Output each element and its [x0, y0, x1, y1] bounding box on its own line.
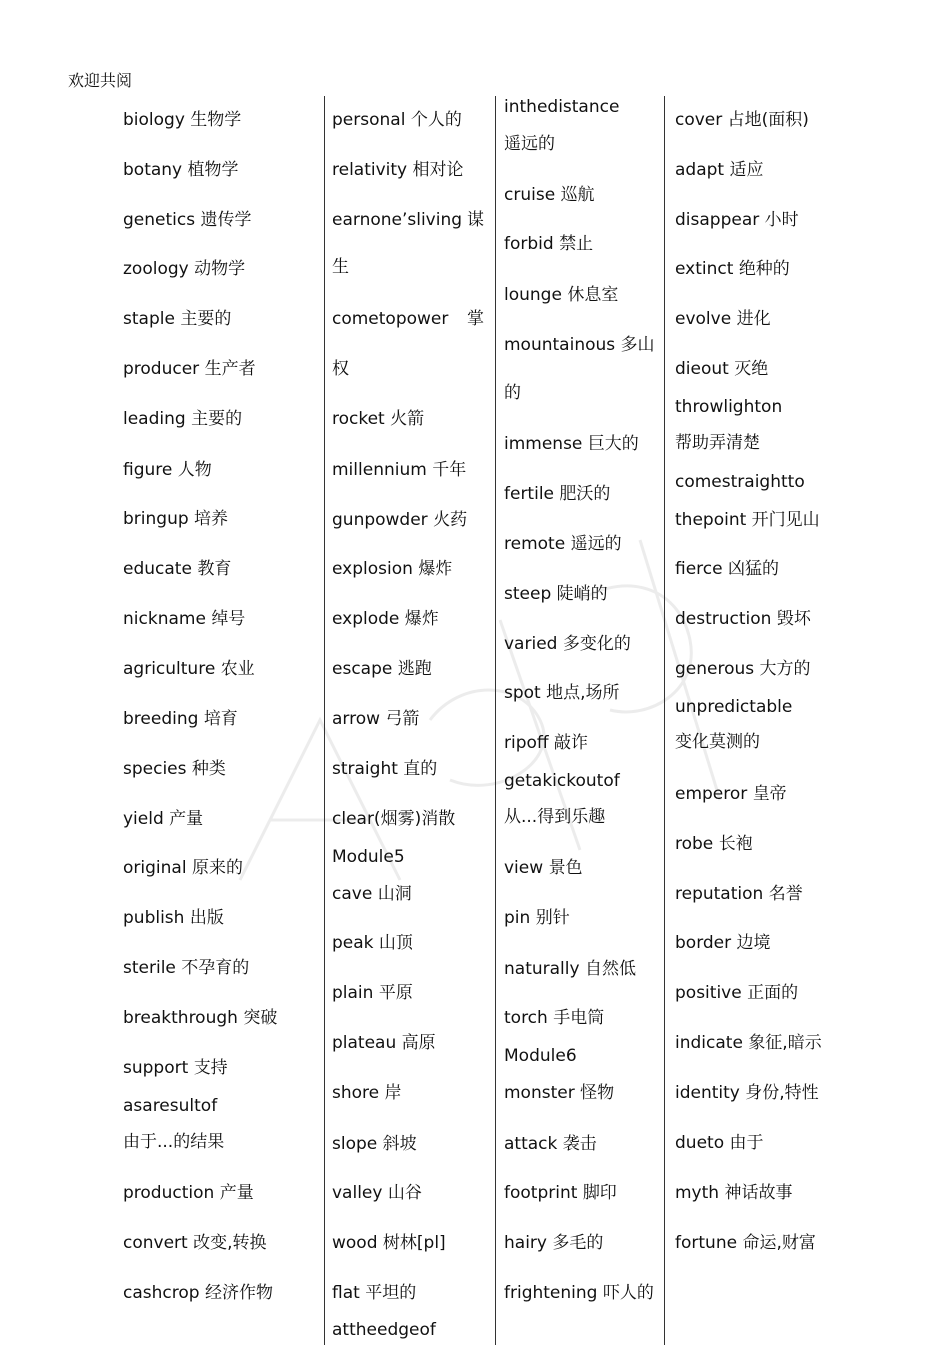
vocab-entry [675, 882, 803, 906]
english-word: asaresultof [123, 1096, 218, 1116]
english-word: spot [504, 683, 541, 703]
english-word: inthedistance [504, 97, 620, 117]
chinese-meaning: 岸 [384, 1083, 402, 1103]
english-word: escape [332, 659, 393, 679]
vocab-entry [332, 1231, 446, 1255]
chinese-meaning: 凶猛的 [728, 559, 779, 579]
vocab-entry [123, 507, 228, 531]
english-word: fertile [504, 484, 555, 504]
english-word: original [123, 858, 187, 878]
chinese-meaning: 植物学 [187, 160, 239, 180]
vocab-entry [675, 832, 753, 856]
vocab-entry [332, 845, 405, 869]
column-divider [324, 96, 325, 1345]
english-word: identity [675, 1083, 740, 1103]
vocab-entry [504, 1281, 654, 1305]
vocab-entry [675, 357, 768, 381]
english-word: figure [123, 460, 173, 480]
chinese-meaning: 弓箭 [385, 709, 420, 729]
chinese-meaning: 别针 [535, 908, 570, 928]
vocab-entry [504, 731, 588, 755]
vocab-entry [675, 158, 764, 182]
vocab-entry [675, 782, 787, 806]
vocab-entry [332, 1281, 416, 1305]
english-word: monster [504, 1083, 575, 1103]
chinese-meaning: 变化莫测的 [675, 732, 760, 752]
vocab-entry [332, 407, 424, 431]
english-word: convert [123, 1233, 188, 1253]
vocab-entry [504, 1081, 614, 1105]
chinese-meaning: 逃跑 [397, 659, 432, 679]
vocab-entry [675, 1181, 792, 1205]
english-word: botany [123, 160, 183, 180]
vocab-entry [504, 1181, 617, 1205]
chinese-meaning: 休息室 [567, 285, 619, 305]
vocab-entry [504, 132, 555, 156]
vocab-entry [675, 508, 820, 532]
vocab-entry [675, 257, 790, 281]
vocab-entry [675, 108, 809, 132]
vocab-entry [504, 381, 521, 405]
english-word: ripoff [504, 733, 549, 753]
chinese-meaning: 绰号 [211, 609, 246, 629]
chinese-meaning: 皇帝 [752, 784, 787, 804]
english-word: bringup [123, 509, 189, 529]
vocab-entry [332, 557, 452, 581]
english-word: frightening [504, 1283, 598, 1303]
vocab-entry [123, 1056, 228, 1080]
english-word: lounge [504, 285, 562, 305]
english-word: immense [504, 434, 583, 454]
english-word: clear(烟雾)消散 [332, 809, 456, 829]
vocab-entry [123, 906, 224, 930]
chinese-meaning: 手电筒 [553, 1008, 605, 1028]
chinese-meaning: 平坦的 [365, 1283, 417, 1303]
vocab-entry [675, 395, 782, 419]
vocab-entry [123, 108, 241, 132]
english-word: yield [123, 809, 164, 829]
chinese-meaning: 培育 [203, 709, 238, 729]
english-word: steep [504, 584, 552, 604]
english-word: production [123, 1183, 215, 1203]
english-word: mountainous [504, 335, 616, 355]
chinese-meaning: 生产者 [204, 359, 256, 379]
english-word: varied [504, 634, 558, 654]
vocab-entry [332, 357, 349, 381]
chinese-meaning: 地点,场所 [546, 683, 620, 703]
english-word: dueto [675, 1133, 725, 1153]
vocab-entry [504, 769, 620, 793]
english-word: slope [332, 1134, 378, 1154]
vocab-entry [504, 1231, 603, 1255]
chinese-meaning: 身份,特性 [745, 1083, 819, 1103]
chinese-meaning: 景色 [548, 858, 583, 878]
english-word: border [675, 933, 732, 953]
vocab-entry [504, 805, 605, 829]
vocab-entry [675, 607, 811, 631]
english-word: shore [332, 1083, 380, 1103]
chinese-meaning: 山洞 [377, 884, 412, 904]
english-word: attack [504, 1134, 558, 1154]
chinese-meaning: 名誉 [768, 884, 803, 904]
vocab-entry [123, 1231, 267, 1255]
chinese-meaning: 敲诈 [554, 733, 589, 753]
english-word: explosion [332, 559, 413, 579]
english-word: fierce [675, 559, 723, 579]
english-word: explode [332, 609, 400, 629]
english-word: millennium [332, 460, 427, 480]
english-word: valley [332, 1183, 383, 1203]
vocab-entry [123, 1181, 254, 1205]
english-word: hairy [504, 1233, 547, 1253]
vocab-entry [123, 856, 243, 880]
chinese-meaning: 遥远的 [570, 534, 622, 554]
vocab-entry [504, 1132, 597, 1156]
english-word: breeding [123, 709, 199, 729]
vocab-entry [504, 232, 593, 256]
vocab-entry [332, 1081, 402, 1105]
english-word: personal [332, 110, 406, 130]
chinese-meaning: 出版 [189, 908, 224, 928]
english-word: leading [123, 409, 186, 429]
chinese-meaning: 适应 [729, 160, 764, 180]
chinese-meaning: 主要的 [191, 409, 243, 429]
english-word: positive [675, 983, 742, 1003]
english-word: plateau [332, 1033, 397, 1053]
chinese-meaning: 开门见山 [751, 510, 820, 530]
vocab-entry [123, 458, 212, 482]
english-word: biology [123, 110, 185, 130]
vocab-entry [332, 158, 464, 182]
english-word: nickname [123, 609, 206, 629]
vocab-entry [675, 657, 811, 681]
vocab-entry [332, 1132, 417, 1156]
vocab-entry [332, 707, 419, 731]
english-word: footprint [504, 1183, 578, 1203]
english-word: myth [675, 1183, 720, 1203]
chinese-meaning: 农业 [220, 659, 255, 679]
vocab-entry [123, 1130, 224, 1154]
chinese-meaning: 火药 [433, 510, 468, 530]
english-word: fortune [675, 1233, 738, 1253]
vocab-entry [123, 208, 251, 232]
vocab-entry [504, 333, 655, 357]
chinese-meaning: 不孕育的 [181, 958, 250, 978]
chinese-meaning: 自然低 [584, 959, 636, 979]
english-word: cruise [504, 185, 556, 205]
chinese-meaning: 绝种的 [738, 259, 790, 279]
english-word: disappear [675, 210, 760, 230]
chinese-meaning: 支持 [193, 1058, 228, 1078]
chinese-meaning: 千年 [432, 460, 467, 480]
english-word: destruction [675, 609, 772, 629]
english-word: cashcrop [123, 1283, 200, 1303]
chinese-meaning: 直的 [403, 759, 438, 779]
vocab-entry [123, 158, 239, 182]
page-header: 欢迎共阅 [68, 71, 133, 90]
english-word: wood [332, 1233, 378, 1253]
chinese-meaning: 动物学 [194, 259, 246, 279]
vocab-entry [504, 582, 608, 606]
vocab-entry [675, 730, 760, 754]
column-divider [664, 96, 665, 1345]
vocab-entry [123, 357, 256, 381]
vocab-entry [123, 407, 242, 431]
chinese-meaning: 帮助弄清楚 [675, 433, 760, 453]
vocab-entry [332, 981, 413, 1005]
english-word: robe [675, 834, 714, 854]
english-word: rocket [332, 409, 385, 429]
vocab-entry [123, 1094, 217, 1118]
english-word: gunpowder [332, 510, 428, 530]
english-word: getakickoutof [504, 771, 620, 791]
chinese-meaning: 原来的 [191, 858, 243, 878]
chinese-meaning: 大方的 [759, 659, 811, 679]
chinese-meaning: 小时 [764, 210, 799, 230]
vocab-entry [504, 957, 636, 981]
english-word: reputation [675, 884, 764, 904]
chinese-meaning: 神话故事 [724, 1183, 793, 1203]
chinese-meaning: 生 [332, 257, 349, 277]
english-word: genetics [123, 210, 196, 230]
chinese-meaning: 灭绝 [734, 359, 769, 379]
english-word: publish [123, 908, 185, 928]
english-word: straight [332, 759, 398, 779]
chinese-meaning: 改变,转换 [193, 1233, 267, 1253]
chinese-meaning: 人物 [177, 460, 212, 480]
english-word: adapt [675, 160, 725, 180]
chinese-meaning: 培养 [194, 509, 229, 529]
chinese-meaning: 袭击 [562, 1134, 597, 1154]
chinese-meaning: 火箭 [390, 409, 425, 429]
english-word: cometopower [332, 309, 449, 329]
chinese-meaning: 长袍 [718, 834, 753, 854]
vocab-entry [123, 657, 255, 681]
vocab-entry [123, 757, 226, 781]
vocab-entry [675, 470, 805, 494]
vocab-entry [504, 1044, 577, 1068]
chinese-meaning: 掌 [467, 309, 484, 329]
vocab-entry [504, 482, 610, 506]
english-word: peak [332, 933, 374, 953]
vocab-entry [675, 931, 771, 955]
vocab-entry [123, 307, 231, 331]
english-word: support [123, 1058, 189, 1078]
english-word: comestraightto [675, 472, 805, 492]
chinese-meaning: 占地(面积) [727, 110, 809, 130]
chinese-meaning: 边境 [736, 933, 771, 953]
english-word: generous [675, 659, 755, 679]
chinese-meaning: 山谷 [387, 1183, 422, 1203]
chinese-meaning: 进化 [736, 309, 771, 329]
chinese-meaning: 个人的 [410, 110, 462, 130]
english-word: flat [332, 1283, 360, 1303]
vocab-entry [123, 1006, 277, 1030]
vocab-entry [332, 208, 484, 232]
vocab-entry [675, 557, 779, 581]
chinese-meaning: 多变化的 [562, 634, 631, 654]
english-word: breakthrough [123, 1008, 238, 1028]
chinese-meaning: 从...得到乐趣 [504, 807, 606, 827]
english-word: producer [123, 359, 200, 379]
vocab-entry [675, 1031, 822, 1055]
english-word: emperor [675, 784, 748, 804]
vocab-entry [504, 283, 618, 307]
column-divider [495, 96, 496, 1345]
english-word: forbid [504, 234, 554, 254]
chinese-meaning: 相对论 [412, 160, 464, 180]
vocab-entry [332, 757, 437, 781]
chinese-meaning: 谋 [467, 210, 484, 230]
vocab-entry [675, 981, 798, 1005]
english-word: cave [332, 884, 373, 904]
vocab-entry [675, 307, 771, 331]
vocab-entry [123, 607, 245, 631]
vocab-entry [332, 508, 467, 532]
vocab-entry [504, 432, 639, 456]
vocab-entry [332, 458, 466, 482]
vocab-entry [123, 707, 238, 731]
english-word: indicate [675, 1033, 743, 1053]
chinese-meaning: 毁坏 [776, 609, 811, 629]
chinese-meaning: 脚印 [582, 1183, 617, 1203]
english-word: extinct [675, 259, 734, 279]
chinese-meaning: 山顶 [378, 933, 413, 953]
vocab-entry [675, 208, 799, 232]
chinese-meaning: 象征,暗示 [748, 1033, 822, 1053]
english-word: educate [123, 559, 192, 579]
chinese-meaning: 教育 [197, 559, 232, 579]
chinese-meaning: 多山 [620, 335, 655, 355]
vocab-entry [504, 681, 620, 705]
chinese-meaning: 巨大的 [587, 434, 639, 454]
vocab-entry [332, 108, 462, 132]
chinese-meaning: 经济作物 [204, 1283, 273, 1303]
vocab-entry [332, 1031, 436, 1055]
chinese-meaning: 种类 [191, 759, 226, 779]
english-word: Module6 [504, 1046, 577, 1066]
vocab-entry [332, 657, 432, 681]
english-word: sterile [123, 958, 176, 978]
english-word: unpredictable [675, 697, 793, 717]
vocab-entry [504, 95, 619, 119]
chinese-meaning: 主要的 [180, 309, 232, 329]
english-word: dieout [675, 359, 729, 379]
chinese-meaning: 平原 [378, 983, 413, 1003]
vocab-entry [504, 532, 622, 556]
vocab-entry [332, 255, 349, 279]
english-word: torch [504, 1008, 548, 1028]
vocab-entry [123, 557, 231, 581]
english-word: throwlighton [675, 397, 783, 417]
chinese-meaning: 遥远的 [504, 134, 555, 154]
vocab-entry [504, 632, 631, 656]
chinese-meaning: 遗传学 [200, 210, 252, 230]
english-word: remote [504, 534, 566, 554]
english-word: relativity [332, 160, 408, 180]
vocab-entry [504, 1006, 604, 1030]
english-word: zoology [123, 259, 189, 279]
vocab-entry [675, 1231, 816, 1255]
vocab-entry [504, 183, 595, 207]
chinese-meaning: 爆炸 [404, 609, 439, 629]
english-word: species [123, 759, 187, 779]
chinese-meaning: 由于...的结果 [123, 1132, 225, 1152]
vocab-entry [332, 307, 484, 331]
vocab-entry [675, 695, 792, 719]
chinese-meaning: 产量 [169, 809, 204, 829]
english-word: plain [332, 983, 374, 1003]
chinese-meaning: 吓人的 [602, 1283, 654, 1303]
chinese-meaning: 命运,财富 [742, 1233, 816, 1253]
english-word: evolve [675, 309, 732, 329]
english-word: staple [123, 309, 175, 329]
vocab-entry [675, 1131, 764, 1155]
chinese-meaning: 禁止 [559, 234, 594, 254]
english-word: cover [675, 110, 723, 130]
vocab-entry [123, 956, 249, 980]
chinese-meaning: 产量 [219, 1183, 254, 1203]
vocab-entry [123, 807, 203, 831]
english-word: thepoint [675, 510, 747, 530]
vocab-entry [675, 1081, 819, 1105]
english-word: earnone’sliving [332, 210, 463, 230]
vocab-entry [332, 882, 412, 906]
chinese-meaning: 怪物 [580, 1083, 615, 1103]
vocab-entry [332, 931, 413, 955]
chinese-meaning: 生物学 [190, 110, 242, 130]
chinese-meaning: 斜坡 [382, 1134, 417, 1154]
vocab-entry [675, 431, 760, 455]
chinese-meaning: 由于 [729, 1133, 764, 1153]
chinese-meaning: 巡航 [560, 185, 595, 205]
vocab-entry [123, 1281, 273, 1305]
chinese-meaning: 多毛的 [552, 1233, 604, 1253]
english-word: Module5 [332, 847, 405, 867]
vocab-entry [332, 607, 439, 631]
english-word: naturally [504, 959, 580, 979]
chinese-meaning: 权 [332, 359, 349, 379]
chinese-meaning: 突破 [243, 1008, 278, 1028]
english-word: agriculture [123, 659, 216, 679]
chinese-meaning: 的 [504, 383, 521, 403]
chinese-meaning: 陡峭的 [556, 584, 608, 604]
vocab-entry [332, 1181, 422, 1205]
english-word: attheedgeof [332, 1320, 436, 1340]
chinese-meaning: 树林[pl] [382, 1233, 446, 1253]
chinese-meaning: 肥沃的 [559, 484, 611, 504]
vocab-entry [123, 257, 245, 281]
vocab-entry [332, 1318, 436, 1342]
english-word: pin [504, 908, 531, 928]
vocab-entry [504, 906, 570, 930]
english-word: arrow [332, 709, 381, 729]
vocab-entry [332, 807, 455, 831]
chinese-meaning: 正面的 [747, 983, 799, 1003]
vocab-entry [504, 856, 583, 880]
chinese-meaning: 爆炸 [418, 559, 453, 579]
chinese-meaning: 高原 [401, 1033, 436, 1053]
english-word: view [504, 858, 544, 878]
